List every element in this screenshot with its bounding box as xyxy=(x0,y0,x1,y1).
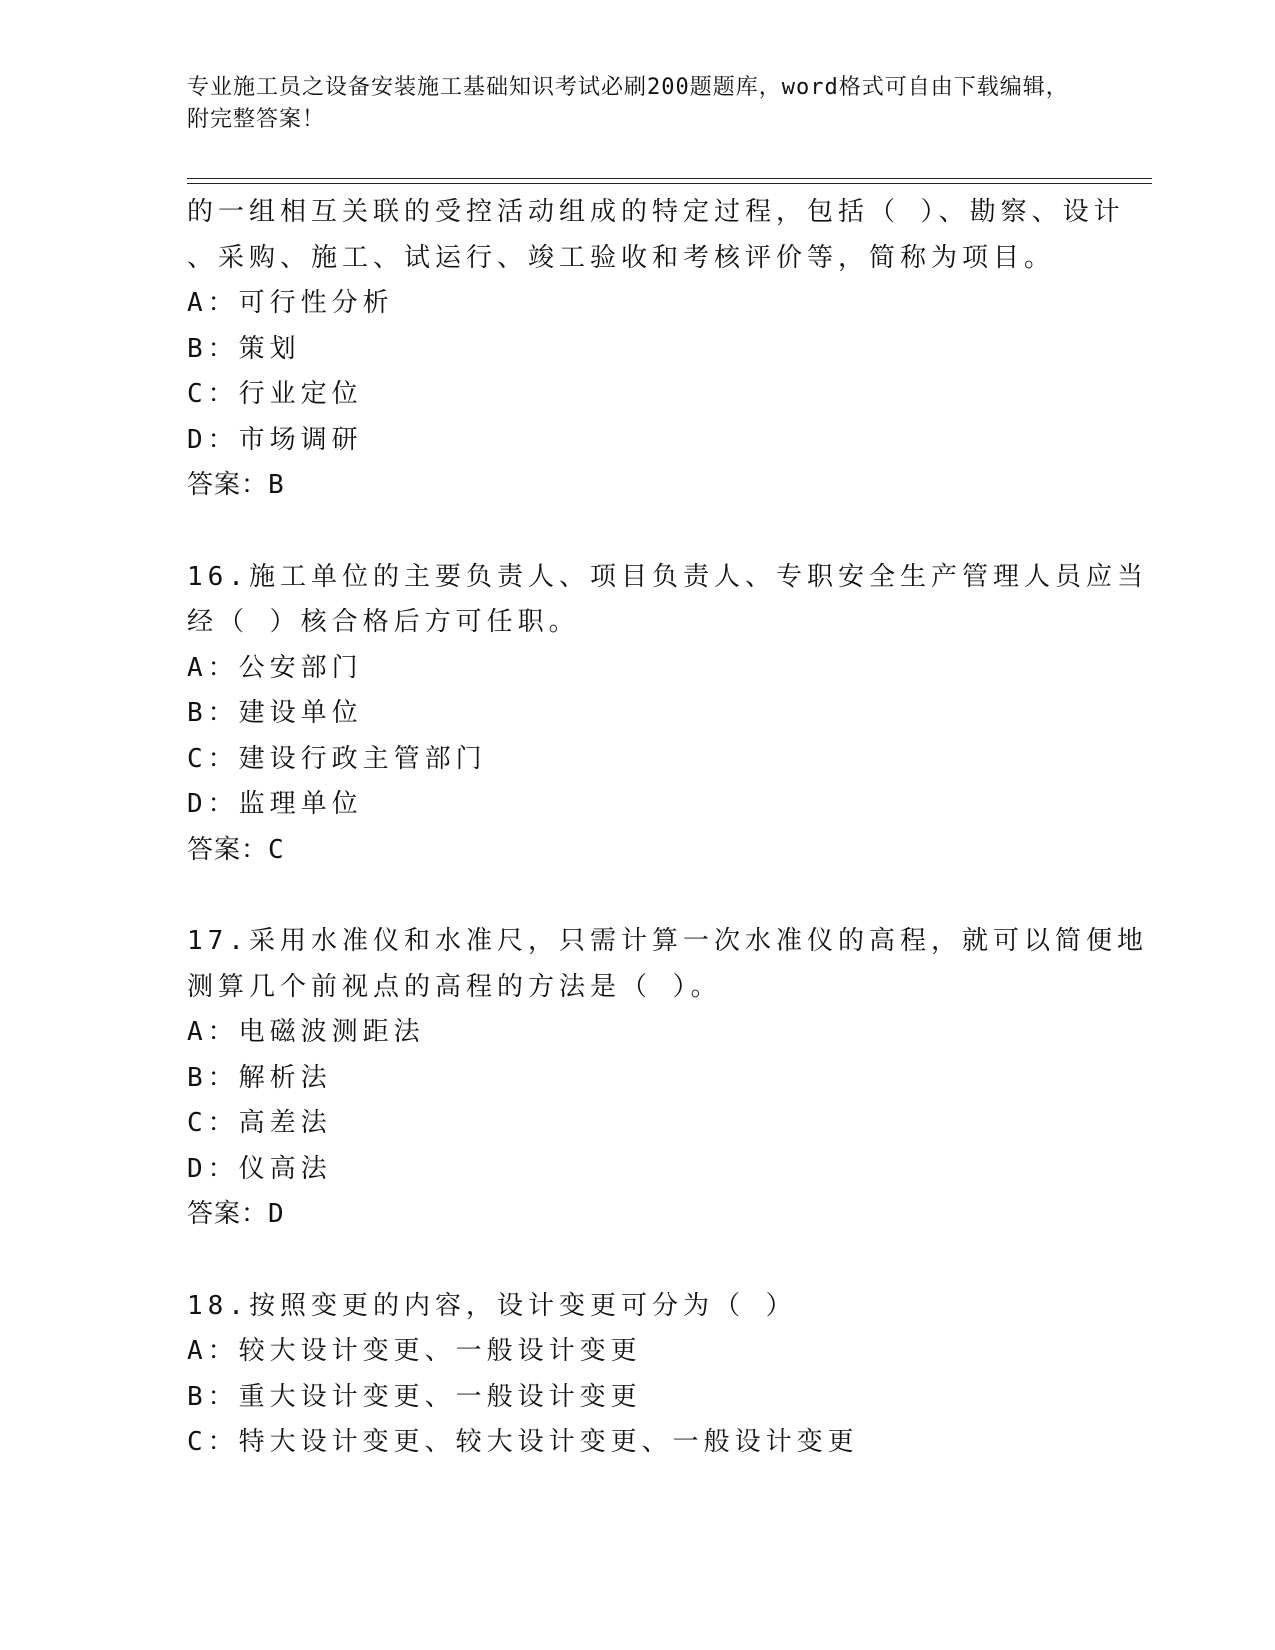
option-b: B：策划 xyxy=(187,333,301,364)
option-c: C：高差法 xyxy=(187,1108,332,1138)
option-b: B：解析法 xyxy=(187,1062,332,1093)
option-b: B：建设单位 xyxy=(187,698,363,728)
question-list xyxy=(187,190,1148,1466)
option-b: B：重大设计变更、一般设计变更 xyxy=(187,1381,642,1412)
question-stem-line: 17.采用水准仪和水准尺，只需计算一次水准仪的高程，就可以简便地 xyxy=(187,926,1148,956)
spacer xyxy=(187,509,1087,555)
option-c: C：行业定位 xyxy=(187,379,363,409)
option-a: A：公安部门 xyxy=(187,652,363,683)
question-block xyxy=(187,1284,1087,1466)
option-c: C：建设行政主管部门 xyxy=(187,743,487,774)
option-d: D：监理单位 xyxy=(187,789,363,819)
answer-line: 答案：D xyxy=(187,1199,285,1229)
option-d: D：市场调研 xyxy=(187,424,363,455)
answer-line: 答案：B xyxy=(187,470,285,500)
spacer xyxy=(187,873,1087,919)
option-a: A：可行性分析 xyxy=(187,288,394,318)
question-block xyxy=(187,555,1148,874)
document-header-title: 专业施工员之设备安装施工基础知识考试必刷200题题库，word格式可自由下载编辑，附完整答案！ xyxy=(187,75,1069,132)
option-a: A：电磁波测距法 xyxy=(187,1017,425,1047)
question-stem-line: 18.按照变更的内容，设计变更可分为（ ） xyxy=(187,1290,797,1321)
question-stem-line: 经（ ）核合格后方可任职。 xyxy=(187,607,580,637)
question-stem-line: 、采购、施工、试运行、竣工验收和考核评价等，简称为项目。 xyxy=(187,242,1056,273)
answer-line: 答案：C xyxy=(187,834,285,865)
question-stem-line: 测算几个前视点的高程的方法是（ ）。 xyxy=(187,971,722,1002)
spacer xyxy=(187,1238,1087,1284)
question-stem-line: 的一组相互关联的受控活动组成的特定过程，包括（ ）、勘察、设计 xyxy=(187,197,1125,227)
question-stem-line: 16.施工单位的主要负责人、项目负责人、专职安全生产管理人员应当 xyxy=(187,561,1148,592)
header-rule-top xyxy=(187,178,1152,179)
question-block xyxy=(187,919,1148,1238)
option-d: D：仪高法 xyxy=(187,1153,332,1184)
header-rule-bottom xyxy=(187,183,1152,184)
question-block xyxy=(187,190,1125,509)
option-a: A：较大设计变更、一般设计变更 xyxy=(187,1336,642,1366)
option-c: C：特大设计变更、较大设计变更、一般设计变更 xyxy=(187,1427,859,1457)
